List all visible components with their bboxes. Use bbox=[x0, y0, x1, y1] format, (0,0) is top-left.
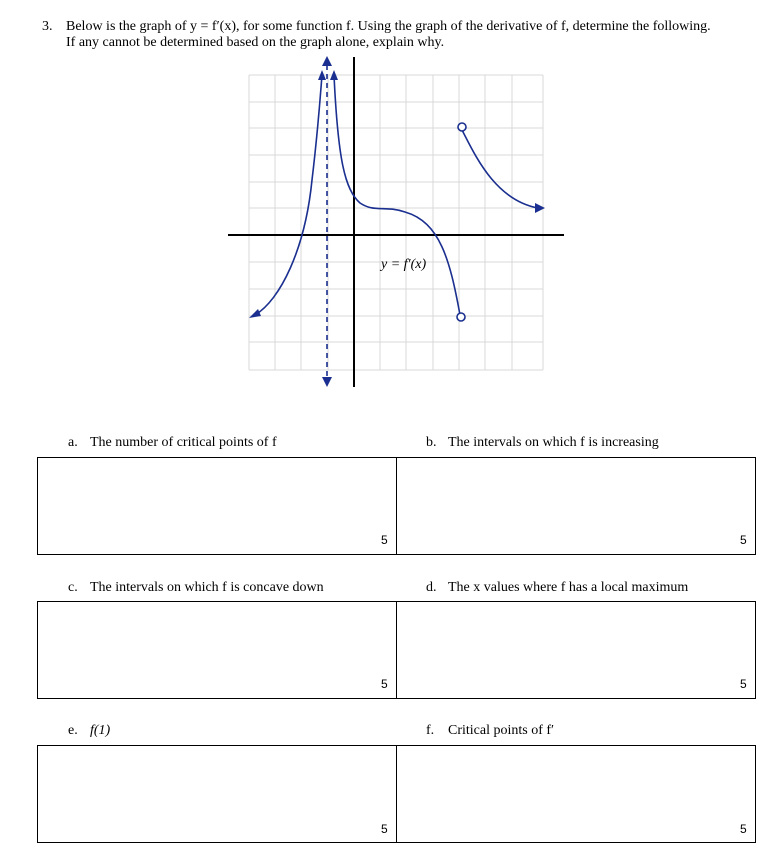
curve-left-arrow bbox=[249, 309, 261, 318]
open-endpoint-bottom bbox=[457, 313, 465, 321]
curve-middle-branch bbox=[334, 75, 460, 315]
answer-box-e[interactable] bbox=[37, 745, 397, 843]
question-line-2: If any cannot be determined based on the graph alone, explain why. bbox=[66, 35, 445, 50]
graph-grid bbox=[249, 75, 543, 370]
part-b-letter: b. bbox=[426, 435, 437, 450]
open-endpoint-top bbox=[458, 123, 466, 131]
vertical-asymptote bbox=[322, 56, 332, 387]
part-a-prompt: The number of critical points of f bbox=[90, 435, 277, 450]
part-f-label bbox=[426, 723, 554, 739]
answer-box-c[interactable] bbox=[37, 601, 397, 699]
answer-box-d[interactable] bbox=[396, 601, 756, 699]
curve-label: y = f′(x) bbox=[381, 257, 427, 272]
question-line-1: Below is the graph of y = f′(x), for some function f. Using the graph of the derivative of f, determine the following. bbox=[66, 19, 711, 34]
part-d-letter: d. bbox=[426, 580, 437, 595]
points-b: 5 bbox=[740, 533, 747, 547]
part-f-prompt: Critical points of f′ bbox=[448, 723, 555, 738]
points-c: 5 bbox=[381, 677, 388, 691]
points-a: 5 bbox=[381, 533, 388, 547]
part-e-label bbox=[68, 723, 110, 739]
part-e-letter: e. bbox=[68, 723, 78, 738]
points-e: 5 bbox=[381, 822, 388, 836]
answer-box-b[interactable] bbox=[396, 457, 756, 555]
points-f: 5 bbox=[740, 822, 747, 836]
part-c-letter: c. bbox=[68, 580, 78, 595]
part-d-label bbox=[426, 580, 688, 596]
part-f-letter: f. bbox=[426, 723, 435, 738]
answer-box-f[interactable] bbox=[396, 745, 756, 843]
answer-box-a[interactable] bbox=[37, 457, 397, 555]
curve-right-branch bbox=[462, 130, 538, 208]
part-c-label bbox=[68, 580, 324, 596]
part-a-label bbox=[68, 435, 277, 451]
part-e-prompt: f(1) bbox=[90, 723, 111, 738]
derivative-graph bbox=[0, 0, 775, 420]
part-d-prompt: The x values where f has a local maximum bbox=[448, 580, 689, 595]
points-d: 5 bbox=[740, 677, 747, 691]
curve-left-branch bbox=[255, 75, 322, 315]
part-a-letter: a. bbox=[68, 435, 78, 450]
part-b-prompt: The intervals on which f is increasing bbox=[448, 435, 659, 450]
question-number: 3. bbox=[42, 19, 53, 34]
derivative-curve bbox=[255, 75, 538, 315]
part-b-label bbox=[426, 435, 659, 451]
part-c-prompt: The intervals on which f is concave down bbox=[90, 580, 324, 595]
